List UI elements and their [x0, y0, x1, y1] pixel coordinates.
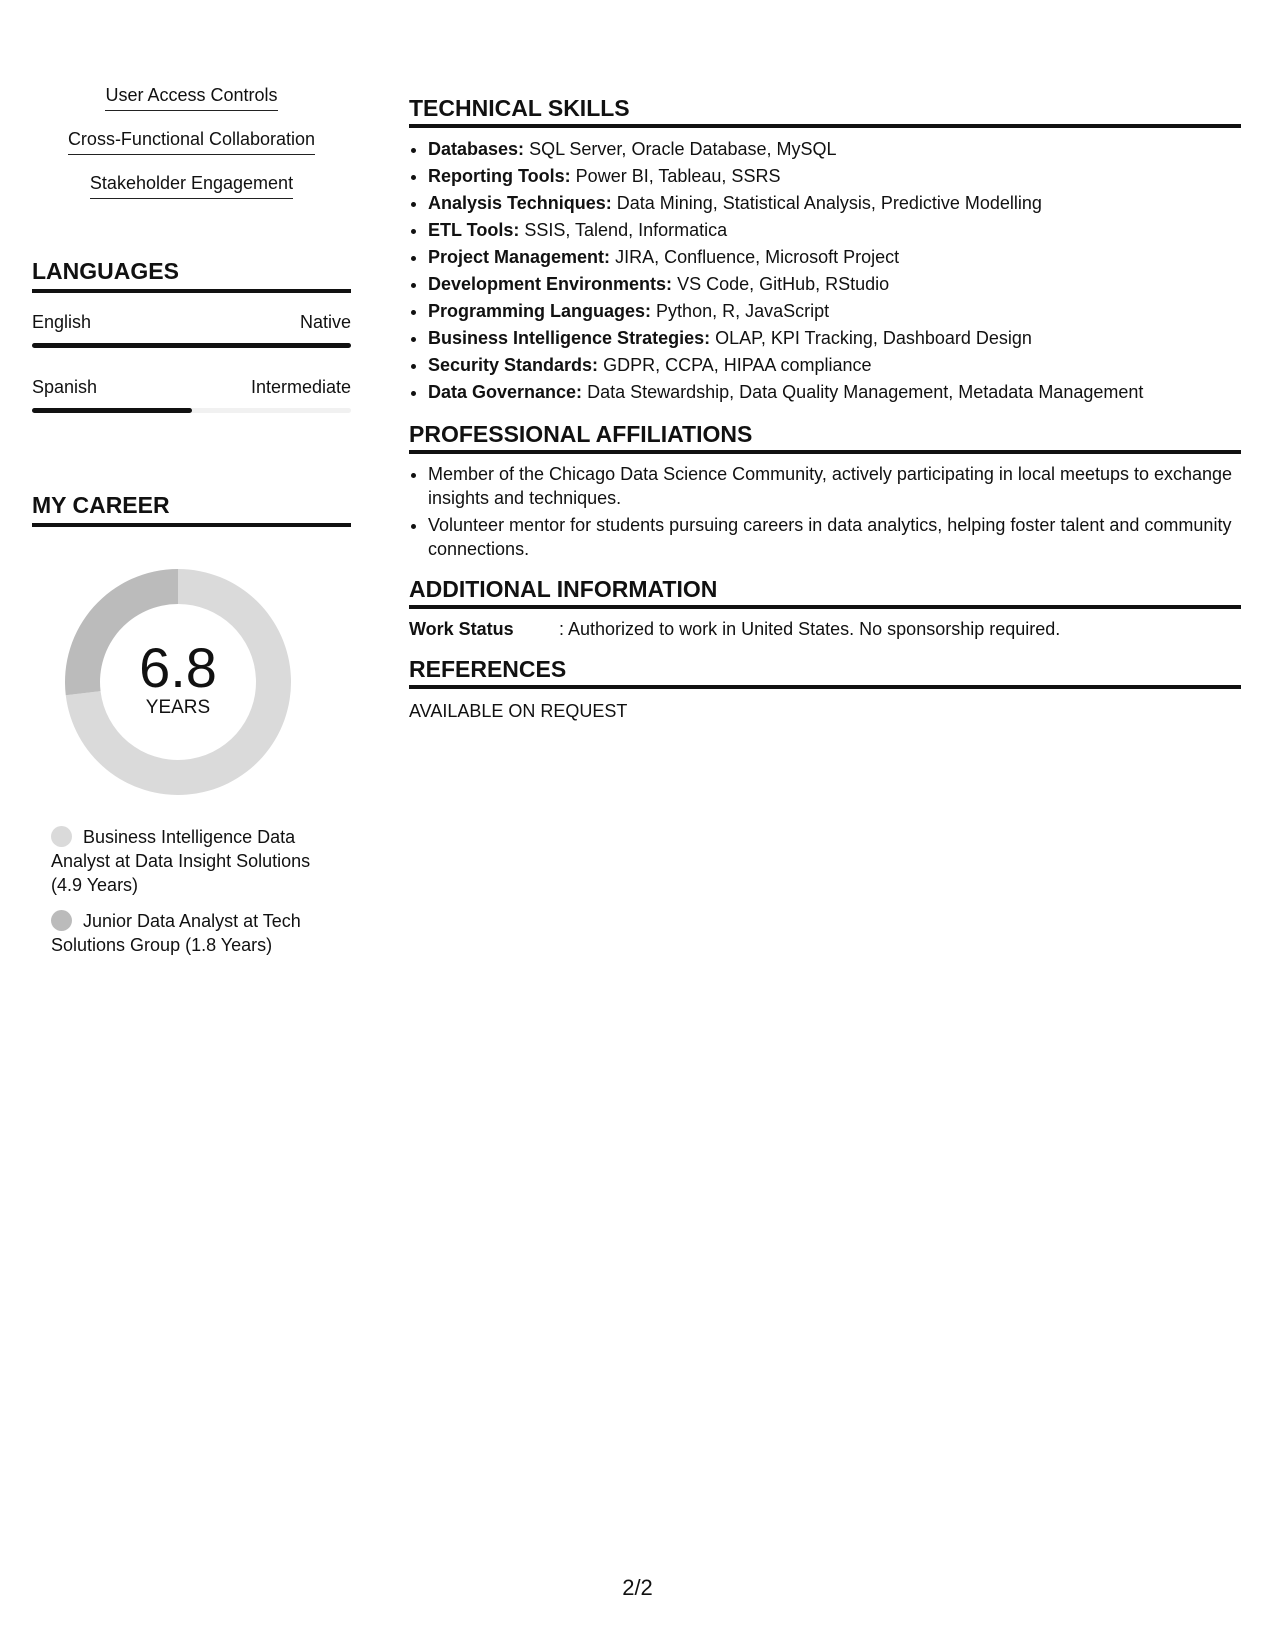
- skill-category-value: Data Mining, Statistical Analysis, Predictive Modelling: [616, 193, 1042, 213]
- language-proficiency-bar: [32, 343, 351, 348]
- references-title: REFERENCES: [409, 655, 1241, 689]
- skill-category-label: Reporting Tools:: [428, 166, 571, 186]
- language-name: Spanish: [32, 377, 98, 397]
- skill-tags: [32, 84, 351, 216]
- skill-category-label: Development Environments:: [428, 274, 673, 294]
- career-donut-chart: [65, 569, 291, 795]
- skill-tag: User Access Controls: [105, 84, 277, 111]
- technical-skill-item: [428, 217, 1241, 244]
- technical-skill-item: [428, 379, 1241, 406]
- technical-skill-item: [428, 352, 1241, 379]
- language-level: Intermediate: [250, 377, 351, 397]
- sidebar: [32, 84, 351, 969]
- affiliation-item: • Volunteer mentor for students pursuing careers in data analytics, helping foster talent and community connections.: [428, 513, 1241, 561]
- affiliations-title: PROFESSIONAL AFFILIATIONS: [409, 420, 1241, 454]
- language-name: English: [32, 312, 92, 332]
- skill-category-value: Power BI, Tableau, SSRS: [575, 166, 781, 186]
- technical-skill-item: [428, 136, 1241, 163]
- skill-category-label: Analysis Techniques:: [428, 193, 612, 213]
- affiliations-list: [409, 462, 1241, 561]
- work-status-row: [409, 617, 1241, 641]
- career-total-unit: YEARS: [145, 697, 211, 718]
- career-legend-item: [51, 909, 341, 957]
- skill-category-label: Data Governance:: [428, 382, 583, 402]
- affiliation-item: • Member of the Chicago Data Science Community, actively participating in local meetups to exchange insights and techniques.: [428, 462, 1241, 510]
- skill-tag: Stakeholder Engagement: [90, 172, 293, 199]
- technical-skills-section: [409, 94, 1241, 406]
- career-role-label: Business Intelligence Data Analyst at Data Insight Solutions (4.9 Years): [51, 827, 311, 895]
- language-row: [32, 311, 351, 348]
- main-content: [409, 94, 1241, 737]
- work-status-value: : Authorized to work in United States. No sponsorship required.: [559, 619, 1061, 639]
- additional-info-section: [409, 575, 1241, 641]
- affiliations-section: [409, 420, 1241, 561]
- career-legend: [51, 825, 341, 957]
- technical-skill-item: [428, 325, 1241, 352]
- language-proficiency-fill: [32, 408, 192, 413]
- skill-category-label: Databases:: [428, 139, 525, 159]
- legend-dot-icon: [51, 910, 72, 931]
- career-legend-item: [51, 825, 341, 897]
- skill-category-value: OLAP, KPI Tracking, Dashboard Design: [715, 328, 1032, 348]
- career-role-label: Junior Data Analyst at Tech Solutions Group (1.8 Years): [51, 911, 301, 955]
- technical-skill-item: [428, 244, 1241, 271]
- technical-skill-item: [428, 190, 1241, 217]
- skill-category-value: JIRA, Confluence, Microsoft Project: [615, 247, 900, 267]
- career-section: [32, 491, 351, 957]
- page-number: 2/2: [622, 1575, 653, 1600]
- career-total-years: 6.8: [139, 636, 217, 699]
- skill-category-label: Programming Languages:: [428, 301, 652, 321]
- skill-category-label: Project Management:: [428, 247, 611, 267]
- skill-category-value: Python, R, JavaScript: [656, 301, 830, 321]
- work-status-label: Work Status: [409, 619, 514, 639]
- technical-skills-list: [409, 136, 1241, 406]
- additional-info-title: ADDITIONAL INFORMATION: [409, 575, 1241, 609]
- references-section: [409, 655, 1241, 723]
- legend-dot-icon: [51, 826, 72, 847]
- technical-skill-item: [428, 298, 1241, 325]
- technical-skill-item: [428, 163, 1241, 190]
- languages-section: [32, 257, 351, 413]
- languages-title: LANGUAGES: [32, 257, 351, 293]
- skill-tag: Cross-Functional Collaboration: [68, 128, 315, 155]
- language-proficiency-bar: [32, 408, 351, 413]
- skill-category-value: SQL Server, Oracle Database, MySQL: [529, 139, 837, 159]
- skill-category-value: Data Stewardship, Data Quality Management, Metadata Management: [587, 382, 1144, 402]
- references-text: AVAILABLE ON REQUEST: [409, 701, 628, 721]
- skill-category-label: ETL Tools:: [428, 220, 520, 240]
- skill-category-label: Business Intelligence Strategies:: [428, 328, 711, 348]
- language-proficiency-fill: [32, 343, 351, 348]
- technical-skills-title: TECHNICAL SKILLS: [409, 94, 1241, 128]
- technical-skill-item: [428, 271, 1241, 298]
- language-row: [32, 376, 351, 413]
- skill-category-label: Security Standards:: [428, 355, 599, 375]
- skill-category-value: SSIS, Talend, Informatica: [524, 220, 728, 240]
- language-level: Native: [299, 312, 351, 332]
- career-title: MY CAREER: [32, 491, 351, 527]
- skill-category-value: VS Code, GitHub, RStudio: [677, 274, 890, 294]
- skill-category-value: GDPR, CCPA, HIPAA compliance: [603, 355, 872, 375]
